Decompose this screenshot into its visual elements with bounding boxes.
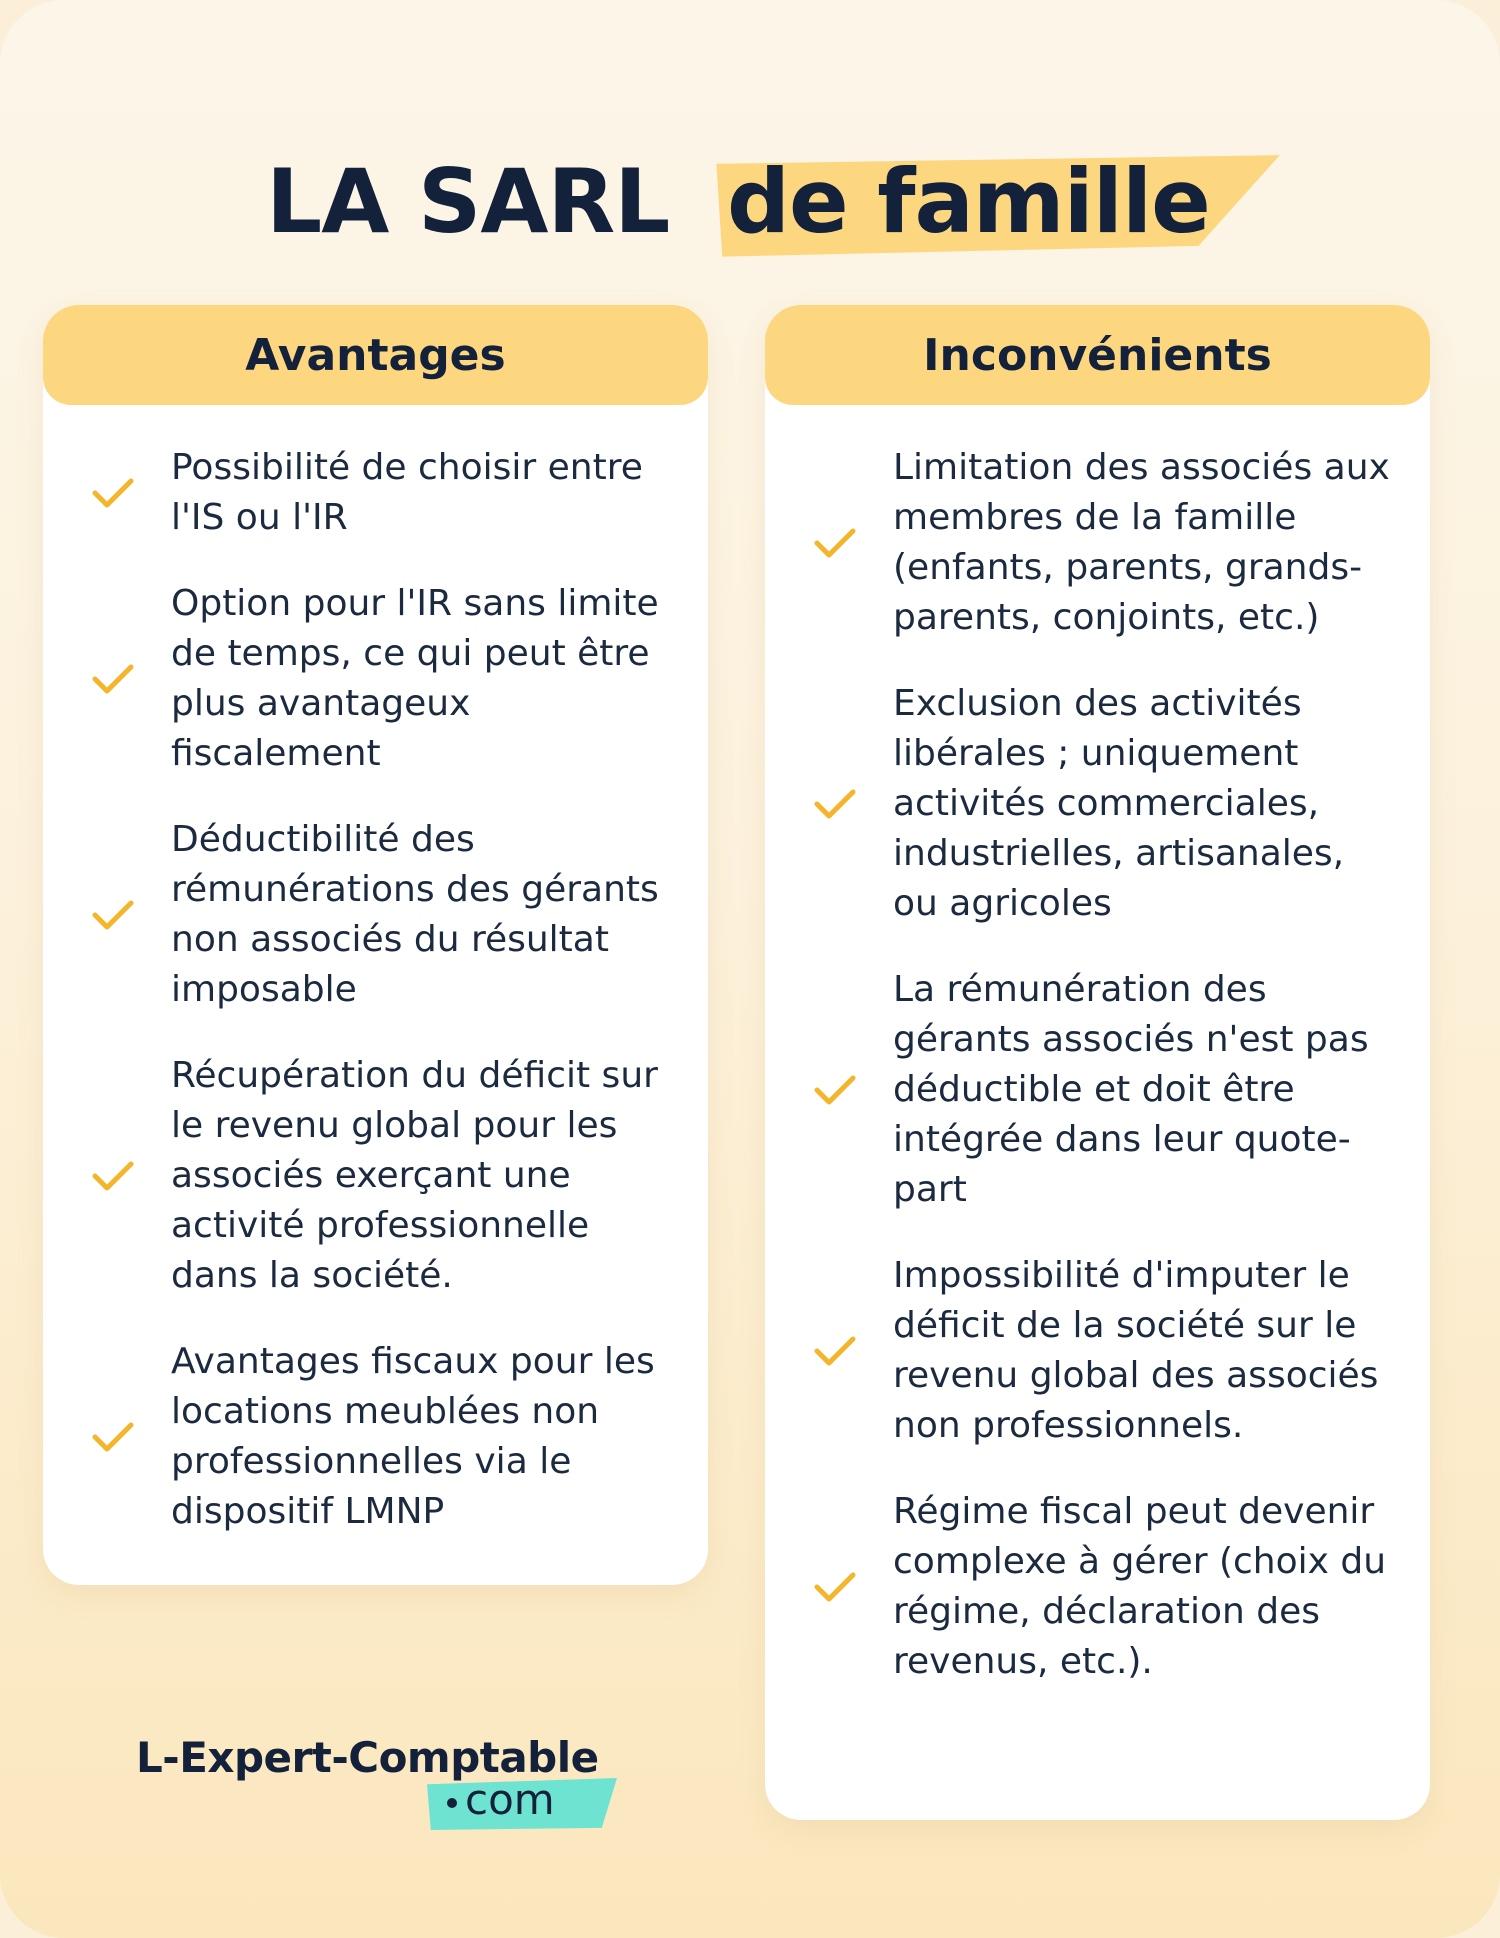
- list-item-text: Possibilité de choisir entre l'IS ou l'IR: [171, 447, 643, 538]
- list-item-text: Option pour l'IR sans limite de temps, ce qui peut être plus avantageux fiscalement: [171, 583, 659, 774]
- list-item-text: Récupération du déficit sur le revenu global pour les associés exerçant une activité professionnelle dans la société.: [171, 1055, 658, 1296]
- check-icon: [91, 1420, 135, 1454]
- page-title: [0, 147, 1500, 257]
- list-item: [91, 1051, 668, 1301]
- logo-suffix: [441, 1772, 616, 1834]
- avantages-header: Avantages: [43, 305, 708, 405]
- title-highlight: [709, 147, 1234, 257]
- title-part2: de famille: [726, 149, 1210, 253]
- list-item-text: Déductibilité des rémunérations des gérants non associés du résultat imposable: [171, 819, 659, 1010]
- list-item: [91, 1337, 668, 1537]
- list-item: [91, 815, 668, 1015]
- avantages-card: [43, 305, 708, 1585]
- list-item-text: Exclusion des activités libérales ; uniquement activités commerciales, industrielles, artisanales, ou agricoles: [893, 683, 1345, 924]
- inconvenients-header: Inconvénients: [765, 305, 1430, 405]
- list-item-text: Limitation des associés aux membres de la famille (enfants, parents, grands-parents, conjoints, etc.): [893, 447, 1390, 638]
- list-item-text: Avantages fiscaux pour les locations meublées non professionnelles via le dispositif LMNP: [171, 1341, 655, 1532]
- check-icon: [813, 1570, 857, 1604]
- check-icon: [813, 787, 857, 821]
- list-item: [813, 679, 1390, 929]
- logo-suffix-text: com: [465, 1775, 555, 1824]
- check-icon: [91, 1159, 135, 1193]
- check-icon: [91, 476, 135, 510]
- check-icon: [813, 526, 857, 560]
- logo-name: L-Expert-Comptable: [136, 1733, 599, 1782]
- list-item: [813, 965, 1390, 1215]
- brand-logo: [136, 1730, 636, 1850]
- list-item: [91, 443, 668, 543]
- inconvenients-card: [765, 305, 1430, 1820]
- list-item-text: Impossibilité d'imputer le déficit de la société sur le revenu global des associés non professionnels.: [893, 1255, 1379, 1446]
- list-item: [813, 1251, 1390, 1451]
- check-icon: [91, 662, 135, 696]
- check-icon: [813, 1073, 857, 1107]
- list-item: [91, 579, 668, 779]
- list-item: [813, 443, 1390, 643]
- check-icon: [91, 898, 135, 932]
- list-item: [813, 1487, 1390, 1687]
- list-item-text: Régime fiscal peut devenir complexe à gérer (choix du régime, déclaration des revenus, etc.).: [893, 1491, 1387, 1682]
- title-part1: LA SARL: [266, 149, 670, 253]
- avantages-list: [43, 405, 708, 1537]
- dot-icon: [447, 1798, 457, 1808]
- inconvenients-list: [765, 405, 1430, 1687]
- list-item-text: La rémunération des gérants associés n'est pas déductible et doit être intégrée dans leur quote-part: [893, 969, 1369, 1210]
- check-icon: [813, 1334, 857, 1368]
